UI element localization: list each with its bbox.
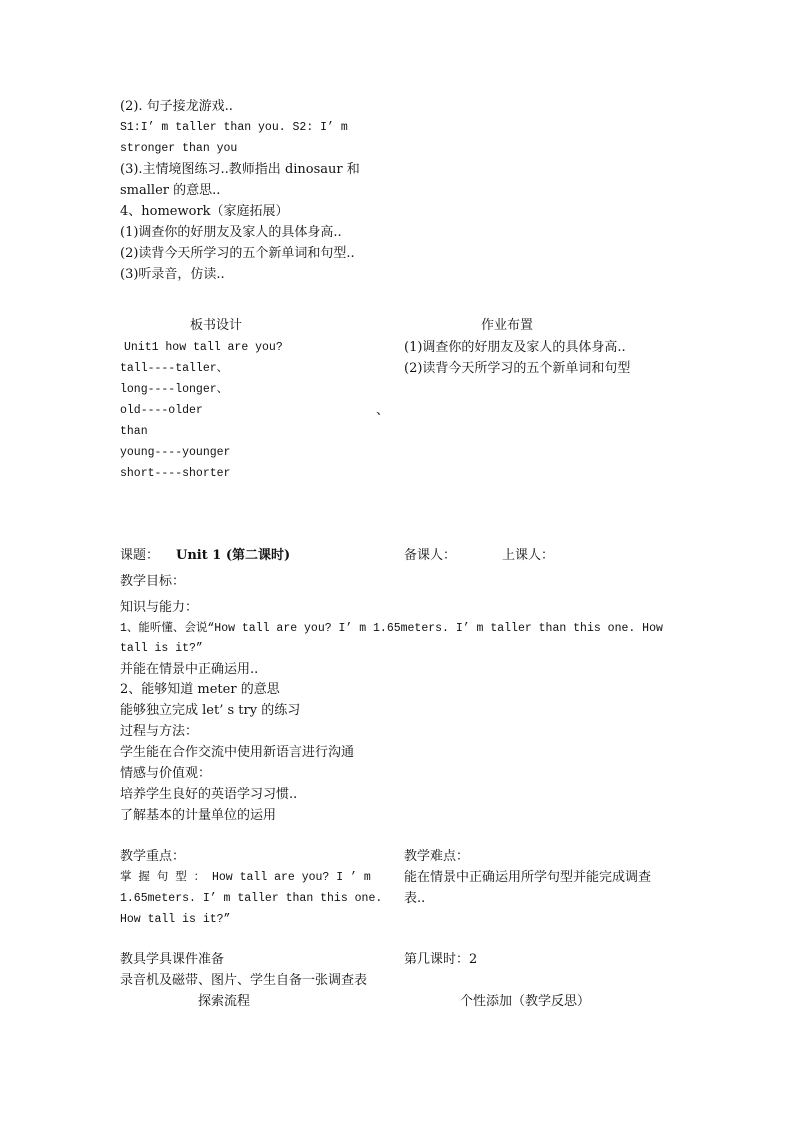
- key-points-label: 教学重点：: [120, 849, 186, 864]
- key-points-text: How tall is it?”: [120, 913, 231, 926]
- text-line: 4、homework（家庭拓展）: [120, 204, 289, 219]
- knowledge-item: 能够独立完成 let’ s try 的练习: [120, 703, 301, 718]
- text-line: stronger than you: [120, 142, 238, 155]
- text-line: (1)调查你的好朋友及家人的具体身高..: [120, 225, 342, 240]
- key-points-text: 1.65meters. I’ m taller than this one.: [120, 892, 383, 905]
- process-item: 学生能在合作交流中使用新语言进行沟通: [120, 745, 355, 760]
- key-points-text: 掌 握 句 型 ： How tall are you? I ’ m: [120, 871, 371, 884]
- text-line: (2)读背今天所学习的五个新单词和句型..: [120, 246, 355, 261]
- homework-title: 作业布置: [481, 318, 534, 333]
- knowledge-item: 1、能听懂、会说“How tall are you? I’ m 1.65meters. I’ m taller than this one. How: [120, 622, 663, 635]
- text-line: (2). 句子接龙游戏..: [120, 99, 233, 114]
- board-word-line: tall----taller、: [120, 362, 229, 375]
- flow-heading: 探索流程: [198, 994, 251, 1009]
- text-line: smaller 的意思..: [120, 183, 221, 198]
- topic-value: Unit 1 (第二课时): [176, 548, 291, 563]
- homework-item: (1)调查你的好朋友及家人的具体身高..: [404, 340, 626, 355]
- homework-item: (2)读背今天所学习的五个新单词和句型: [404, 361, 631, 376]
- text-line: (3)听录音，仿读..: [120, 267, 225, 282]
- topic-label: 课题：: [120, 548, 160, 563]
- tools-label: 教具学具课件准备: [120, 952, 225, 967]
- board-word-line: than: [120, 425, 148, 438]
- emotion-heading: 情感与价值观：: [120, 766, 212, 781]
- knowledge-item: 并能在情景中正确运用..: [120, 662, 259, 677]
- process-heading: 过程与方法：: [120, 724, 199, 739]
- goals-heading: 教学目标：: [120, 574, 186, 589]
- difficulty-label: 教学难点：: [404, 849, 470, 864]
- board-unit-line: Unit1 how tall are you?: [124, 341, 283, 354]
- emotion-item: 了解基本的计量单位的运用: [120, 808, 277, 823]
- board-comma: 、: [376, 403, 390, 418]
- difficulty-text: 能在情景中正确运用所学句型并能完成调查: [404, 870, 652, 885]
- text-line: (3).主情境图练习..教师指出 dinosaur 和: [120, 162, 360, 177]
- knowledge-item: tall is it?”: [120, 642, 203, 655]
- emotion-item: 培养学生良好的英语学习习惯..: [120, 787, 298, 802]
- board-word-line: young----younger: [120, 446, 231, 459]
- board-word-line: old----older: [120, 404, 203, 417]
- tools-text: 录音机及磁带、图片、学生自备一张调查表: [120, 973, 368, 988]
- difficulty-text: 表..: [404, 891, 426, 906]
- board-design-title: 板书设计: [190, 318, 243, 333]
- knowledge-heading: 知识与能力：: [120, 600, 199, 615]
- board-word-line: short----shorter: [120, 467, 231, 480]
- teacher-label: 上课人：: [502, 548, 555, 563]
- period-label: 第几课时：2: [404, 952, 478, 967]
- board-word-line: long----longer、: [120, 383, 229, 396]
- knowledge-item: 2、能够知道 meter 的意思: [120, 682, 280, 697]
- prep-label: 备课人：: [404, 548, 457, 563]
- reflection-heading: 个性添加（教学反思）: [460, 994, 591, 1009]
- text-line: S1:I’ m taller than you. S2: I’ m: [120, 121, 348, 134]
